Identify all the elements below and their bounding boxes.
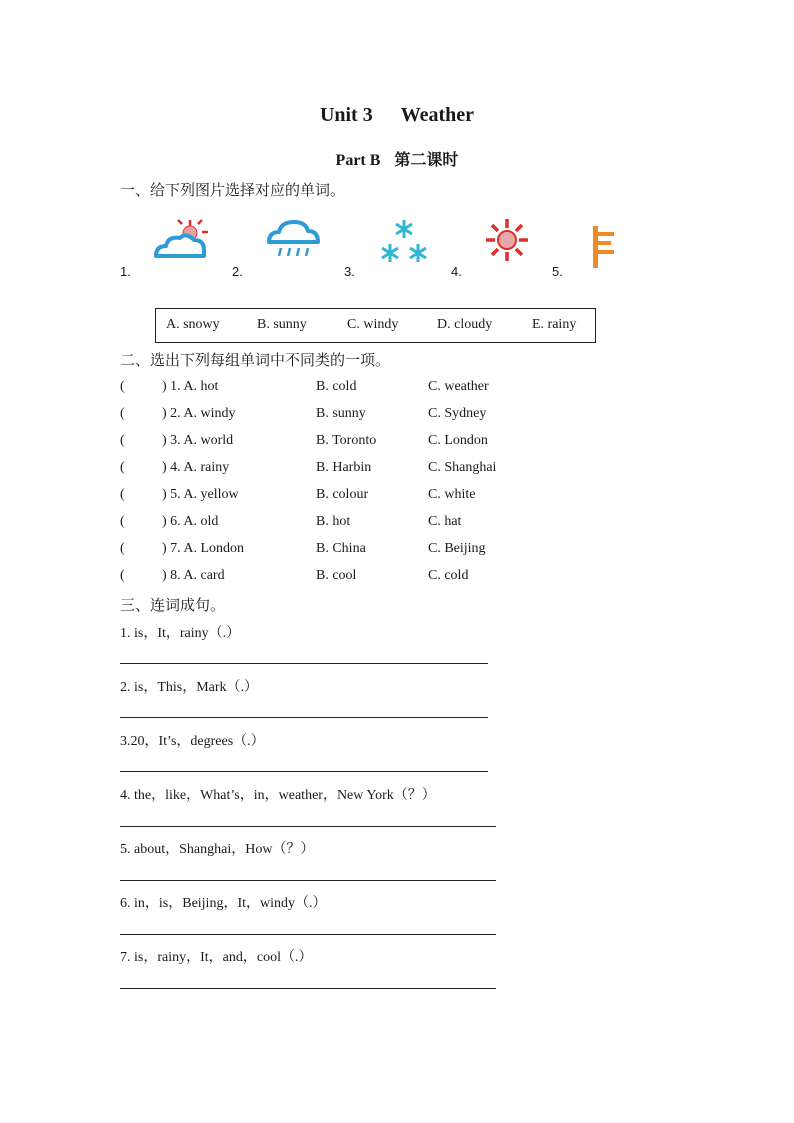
answer-paren: ( [120,433,125,448]
option-a: ) 2. A. windy [162,406,236,421]
answer-paren: ( [120,487,125,502]
answer-line-6 [120,934,496,935]
cloudy-sun-icon [152,218,212,260]
answer-line-7 [120,988,496,989]
picture-number-5: 5. [552,264,563,279]
option-a: ) 3. A. world [162,433,234,448]
answer-line-1 [120,663,488,664]
option-b: B. China [316,541,366,556]
choice-c: C. windy [347,317,399,332]
question-row [120,406,640,433]
topic-label: Weather [400,104,475,126]
option-c: C. cold [428,568,469,583]
option-a: ) 8. A. card [162,568,225,583]
option-a: ) 1. A. hot [162,379,219,394]
sentence-prompt-6: 6. in，is，Beijing，It，windy（.） [120,896,327,911]
option-b: B. colour [316,487,369,502]
part-label: Part B [335,152,381,169]
option-a: ) 6. A. old [162,514,219,529]
answer-line-3 [120,771,488,772]
answer-paren: ( [120,460,125,475]
answer-paren: ( [120,514,125,529]
answer-paren: ( [120,379,125,394]
option-a: ) 7. A. London [162,541,245,556]
option-b: B. cool [316,568,357,583]
question-row [120,379,640,406]
option-a: ) 4. A. rainy [162,460,230,475]
option-b: B. cold [316,379,357,394]
picture-number-1: 1. [120,264,131,279]
option-c: C. white [428,487,476,502]
lesson-label: 第二课时 [394,152,459,169]
choice-e: E. rainy [532,317,577,332]
option-c: C. London [428,433,488,448]
option-a: ) 5. A. yellow [162,487,239,502]
option-b: B. sunny [316,406,366,421]
wind-flag-icon [592,226,616,270]
question-row [120,568,640,595]
option-c: C. Beijing [428,541,486,556]
answer-paren: ( [120,406,125,421]
answer-paren: ( [120,568,125,583]
sun-icon [485,218,529,262]
sentence-prompt-4: 4. the，like，What’s，in，weather，New York（？） [120,788,436,803]
sentence-prompt-2: 2. is，This，Mark（.） [120,680,259,695]
option-c: C. Shanghai [428,460,497,475]
picture-number-2: 2. [232,264,243,279]
section2-title: 二、选出下列每组单词中不同类的一项。 [120,351,391,369]
question-row [120,514,640,541]
page-subtitle [0,147,794,170]
snowflakes-icon [376,218,432,264]
question-row [120,460,640,487]
section1-title: 一、给下列图片选择对应的单词。 [120,181,346,199]
answer-paren: ( [120,541,125,556]
sentence-prompt-7: 7. is，rainy，It，and，cool（.） [120,950,313,965]
option-b: B. Toronto [316,433,377,448]
picture-number-3: 3. [344,264,355,279]
option-c: C. Sydney [428,406,487,421]
answer-line-4 [120,826,496,827]
question-row [120,487,640,514]
option-c: C. weather [428,379,489,394]
section3-title: 三、连词成句。 [120,596,226,614]
word-choice-box [155,308,596,343]
sentence-prompt-5: 5. about，Shanghai，How（？） [120,842,315,857]
option-b: B. hot [316,514,351,529]
sentence-prompt-3: 3.20，It’s，degrees（.） [120,734,265,749]
unit-label: Unit 3 [319,104,373,126]
answer-line-2 [120,717,488,718]
answer-line-5 [120,880,496,881]
sentence-prompt-1: 1. is，It，rainy（.） [120,626,241,641]
question-row [120,433,640,460]
choice-d: D. cloudy [437,317,493,332]
page-title [0,104,794,127]
choice-b: B. sunny [257,317,307,332]
option-b: B. Harbin [316,460,372,475]
picture-number-4: 4. [451,264,462,279]
option-c: C. hat [428,514,462,529]
question-row [120,541,640,568]
choice-a: A. snowy [166,317,220,332]
rain-cloud-icon [266,218,322,260]
